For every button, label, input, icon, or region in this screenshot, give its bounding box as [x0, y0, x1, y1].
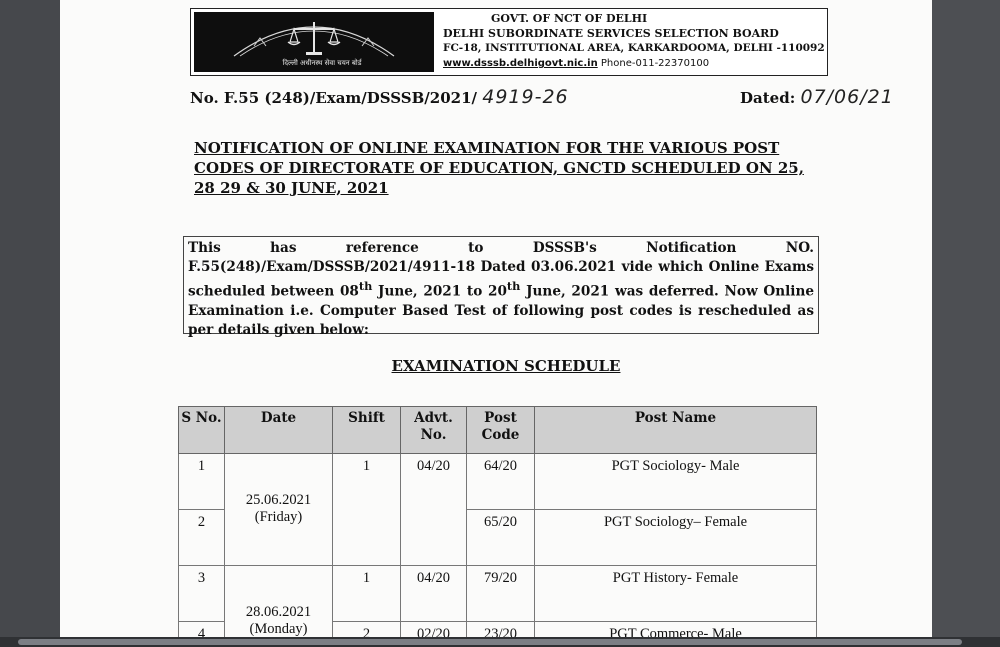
website-link[interactable]: www.dsssb.delhigovt.nic.in	[443, 58, 598, 69]
dated-label: Dated:	[740, 89, 796, 107]
reference-number	[190, 86, 569, 108]
header-shift: Shift	[333, 407, 401, 454]
board-address: FC-18, INSTITUTIONAL AREA, KARKARDOOMA, DELHI -110092	[443, 42, 825, 54]
notice-text-3: June, 2021 was deferred. Now Online Examination i.e. Computer Based Test of following post codes is rescheduled as per details given below:	[188, 283, 814, 338]
header-post-name: Post Name	[535, 407, 817, 454]
notification-title	[194, 138, 814, 198]
cell-sno: 4	[179, 622, 225, 638]
reference-number-text: No. F.55 (248)/Exam/DSSSB/2021/	[190, 89, 478, 107]
schedule-heading: EXAMINATION SCHEDULE	[391, 357, 621, 375]
scrollbar-thumb[interactable]	[18, 639, 962, 645]
govt-name: GOVT. OF NCT OF DELHI	[491, 12, 648, 25]
viewer-right-margin	[932, 0, 1000, 647]
table-row	[179, 566, 817, 622]
header-date: Date	[225, 407, 333, 454]
day-value: (Friday)	[254, 509, 303, 525]
cell-post-code: 79/20	[467, 566, 535, 622]
date-value: 25.06.2021	[245, 492, 312, 508]
handwritten-date: 07/06/21	[800, 86, 894, 108]
logo-motto: दिल्ली अधीनस्थ सेवा चयन बोर्ड	[282, 59, 362, 67]
cell-post-name: PGT History- Female	[535, 566, 817, 622]
notice-sup-2: th	[506, 279, 521, 293]
cell-shift: 1	[333, 566, 401, 622]
phone-number: Phone-011-22370100	[600, 58, 710, 69]
cell-advt: 04/20	[401, 454, 467, 566]
cell-post-code: 65/20	[467, 510, 535, 566]
document-page	[60, 0, 932, 637]
cell-post-code: 23/20	[467, 622, 535, 638]
header-sno: S No.	[179, 407, 225, 454]
cell-date	[225, 454, 333, 566]
handwritten-number: 4919-26	[482, 86, 569, 108]
board-name: DELHI SUBORDINATE SERVICES SELECTION BOARD	[443, 27, 779, 40]
table-row	[179, 454, 817, 510]
date-value: 28.06.2021	[245, 604, 312, 620]
cell-date	[225, 566, 333, 638]
header-post-code: Post Code	[467, 407, 535, 454]
cell-sno: 3	[179, 566, 225, 622]
letterhead	[190, 8, 828, 76]
cell-post-name: PGT Sociology- Male	[535, 454, 817, 510]
dsssb-logo	[194, 12, 434, 72]
cell-post-name: PGT Commerce- Male	[535, 622, 817, 638]
header-advt: Advt. No.	[401, 407, 467, 454]
table-header-row	[179, 407, 817, 454]
horizontal-scrollbar[interactable]	[0, 637, 1000, 647]
notice-text-1: This has reference to DSSSB's Notification NO. F.55(248)/Exam/DSSSB/2021/4911-18 Dated 03.06.2021 vide which Online Exams scheduled between 08	[188, 240, 814, 300]
notification-title-text: NOTIFICATION OF ONLINE EXAMINATION FOR THE VARIOUS POST CODES OF DIRECTORATE OF EDUCATION, GNCTD SCHEDULED ON 25, 28 29 & 30 JUNE, 2021	[194, 139, 804, 197]
viewer-left-margin	[0, 0, 60, 647]
cell-sno: 1	[179, 454, 225, 510]
dated-line	[740, 86, 894, 108]
notice-sup-1: th	[358, 279, 373, 293]
day-value: (Monday)	[249, 621, 308, 637]
cell-sno: 2	[179, 510, 225, 566]
reference-notice	[183, 236, 819, 338]
cell-shift: 2	[333, 622, 401, 638]
cell-shift: 1	[333, 454, 401, 566]
cell-advt: 02/20	[401, 622, 467, 638]
cell-post-code: 64/20	[467, 454, 535, 510]
notice-text-2: June, 2021 to 20	[372, 283, 507, 300]
cell-advt: 04/20	[401, 566, 467, 622]
contact-line	[443, 58, 709, 69]
exam-schedule-table	[178, 406, 817, 637]
cell-post-name: PGT Sociology– Female	[535, 510, 817, 566]
